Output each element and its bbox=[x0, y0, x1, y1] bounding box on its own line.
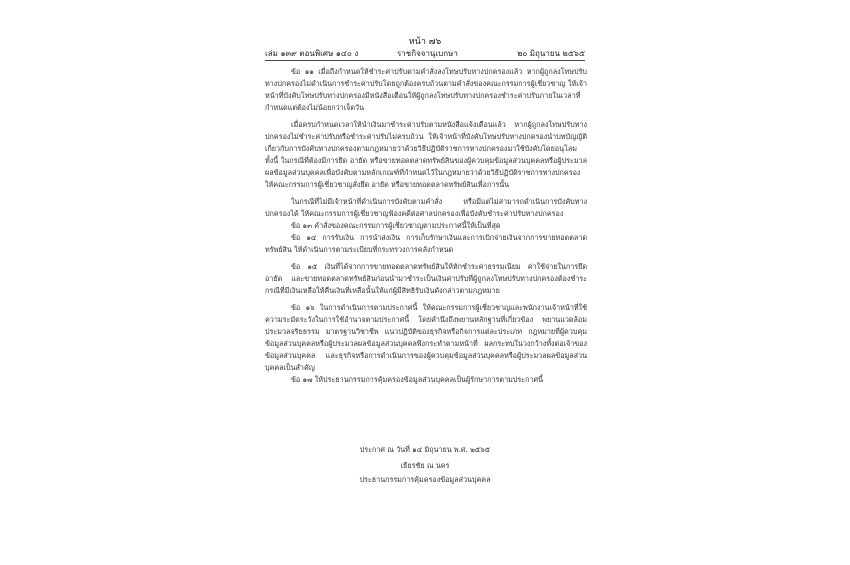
gazette-name: ราชกิจจานุเบกษา bbox=[397, 49, 458, 58]
volume-label: เล่ม ๑๓๙ ตอนพิเศษ ๑๔๐ ง bbox=[265, 49, 359, 58]
signatory-position: ประธานกรรมการคุ้มครองข้อมูลส่วนบุคคล bbox=[359, 475, 491, 484]
document-body bbox=[265, 66, 587, 386]
paragraph: ข้อ ๑๕ เงินที่ได้จากการขายทอดตลาดทรัพย์สินให้หักชำระค่าธรรมเนียม ค่าใช้จ่ายในการยึด อายัด และขายทอดตลาดทรัพย์สินก่อนนำมาชำระเป็นเงินค่าปรับที่ผู้ถูกลงโทษปรับทางปกครองต้องชำระ กรณีที่มีเงินเหลือให้คืนเงินที่เหลือนั้นให้แก่ผู้มีสิทธิรับเงินดังกล่าวตามกฎหมาย bbox=[265, 262, 587, 295]
paragraph: ข้อ ๑๗ ให้ประธานกรรมการคุ้มครองข้อมูลส่วนบุคคลเป็นผู้รักษาการตามประกาศนี้ bbox=[291, 375, 543, 384]
paragraph: ข้อ ๑๔ การรับเงิน การนำส่งเงิน การเก็บรักษาเงินและการเบิกจ่ายเงินจากการขายทอดตลาดทรัพย์สิน ให้ดำเนินการตามระเบียบที่กระทรวงการคลังกำหนด bbox=[265, 233, 587, 254]
paragraph: เมื่อครบกำหนดเวลาให้นำเงินมาชำระค่าปรับตามหนังสือแจ้งเตือนแล้ว หากผู้ถูกลงโทษปรับทางปกครองไม่ชำระค่าปรับหรือชำระค่าปรับไม่ครบถ้วน ให้เจ้าหน้าที่บังคับโทษปรับทางปกครองนำบทบัญญัติเกี่ยวกับการบังคับทางปกครองตามกฎหมายว่าด้วยวิธีปฏิบัติราชการทางปกครองมาใช้บังคับโดยอนุโลม ทั้งนี้ ในกรณีที่ต้องมีการยึด อายัด หรือขายทอดตลาดทรัพย์สินของผู้ควบคุมข้อมูลส่วนบุคคลหรือผู้ประมวลผลข้อมูลส่วนบุคคลเพื่อบังคับตามหลักเกณฑ์ที่กำหนดไว้ในกฎหมายว่าด้วยวิธีปฏิบัติราชการทางปกครอง ให้คณะกรรมการผู้เชี่ยวชาญสั่งยึด อายัด หรือขายทอดตลาดทรัพย์สินเพื่อการนั้น bbox=[265, 120, 587, 189]
paragraph: ข้อ ๑๑ เมื่อถึงกำหนดให้ชำระค่าปรับตามคำสั่งลงโทษปรับทางปกครองแล้ว หากผู้ถูกลงโทษปรับทางปกครองไม่ดำเนินการชำระค่าปรับโดยถูกต้องครบถ้วนตามคำสั่งของคณะกรรมการผู้เชี่ยวชาญ ให้เจ้าหน้าที่บังคับโทษปรับทางปกครองมีหนังสือเตือนให้ผู้ถูกลงโทษปรับทางปกครองชำระค่าปรับภายในเวลาที่กำหนดแต่ต้องไม่น้อยกว่าเจ็ดวัน bbox=[265, 67, 587, 112]
header-divider bbox=[265, 60, 585, 61]
issue-date: ๒๐ มิถุนายน ๒๕๖๕ bbox=[517, 49, 585, 58]
page-number: หน้า ๗๖ bbox=[408, 37, 442, 47]
signatory-name: เธียรชัย ณ นคร bbox=[400, 461, 450, 470]
paragraph: ข้อ ๑๓ คำสั่งของคณะกรรมการผู้เชี่ยวชาญตามประกาศนี้ให้เป็นที่สุด bbox=[291, 221, 501, 230]
paragraph: ข้อ ๑๖ ในการดำเนินการตามประกาศนี้ ให้คณะกรรมการผู้เชี่ยวชาญและพนักงานเจ้าหน้าที่ใช้ความระมัดระวังในการใช้อำนาจตามประกาศนี้ โดยคำนึงถึงพยานหลักฐานที่เกี่ยวข้อง พยานแวดล้อม ประมวลจริยธรรม มาตรฐานวิชาชีพ แนวปฏิบัติของธุรกิจหรือกิจการแต่ละประเภท กฎหมายที่ผู้ควบคุมข้อมูลส่วนบุคคลหรือผู้ประมวลผลข้อมูลส่วนบุคคลพึงกระทำตามหน้าที่ ผลกระทบในวงกว้างทั้งต่อเจ้าของข้อมูลส่วนบุคคล และธุรกิจหรือการดำเนินการของผู้ควบคุมข้อมูลส่วนบุคคลหรือผู้ประมวลผลข้อมูลส่วนบุคคลเป็นสำคัญ bbox=[265, 303, 587, 372]
paragraph: ในกรณีที่ไม่มีเจ้าหน้าที่ดำเนินการบังคับตามคำสั่ง หรือมีแต่ไม่สามารถดำเนินการบังคับทางปกครองได้ ให้คณะกรรมการผู้เชี่ยวชาญฟ้องคดีต่อศาลปกครองเพื่อบังคับชำระค่าปรับทางปกครอง bbox=[265, 197, 587, 218]
announcement-date: ประกาศ ณ วันที่ ๑๔ มิถุนายน พ.ศ. ๒๕๖๕ bbox=[359, 445, 491, 454]
